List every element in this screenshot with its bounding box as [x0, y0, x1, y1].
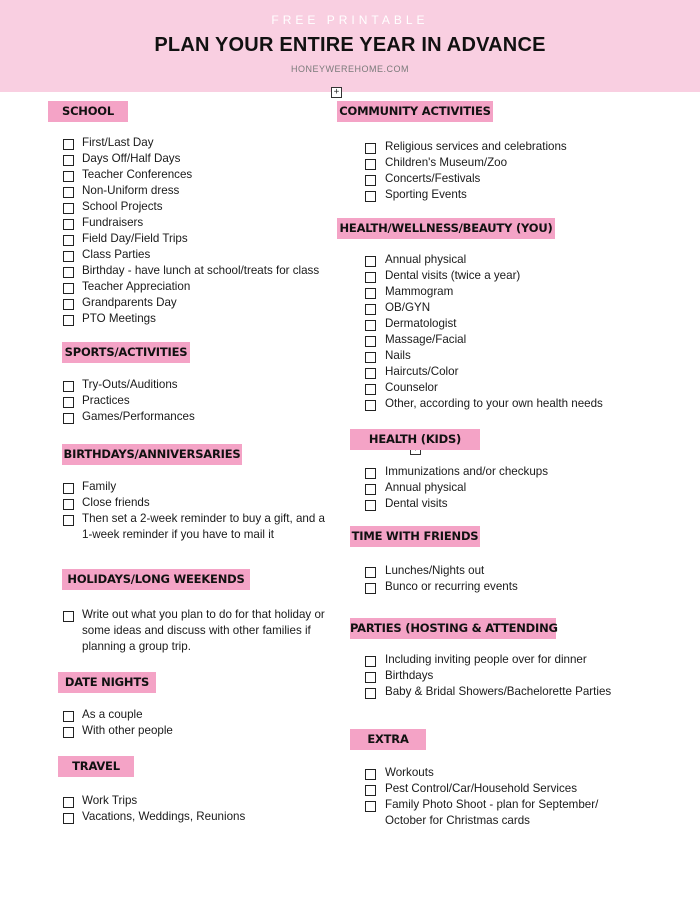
checkbox[interactable]: [63, 813, 74, 824]
checkbox[interactable]: [63, 611, 74, 622]
list-item: Bunco or recurring events: [385, 580, 518, 593]
checkbox[interactable]: [365, 272, 376, 283]
list-item: PTO Meetings: [82, 312, 156, 325]
list-item: Nails: [385, 349, 411, 362]
section-tag-school: SCHOOL: [48, 101, 128, 122]
list-item: Annual physical: [385, 481, 467, 494]
list-item: Sporting Events: [385, 188, 467, 201]
list-item: Mammogram: [385, 285, 454, 298]
checkbox[interactable]: [63, 139, 74, 150]
list-item: School Projects: [82, 200, 163, 213]
checkbox[interactable]: [63, 283, 74, 294]
checkbox[interactable]: [365, 785, 376, 796]
list-item: Fundraisers: [82, 216, 144, 229]
checkbox[interactable]: [365, 288, 376, 299]
kicker-label: FREE PRINTABLE: [271, 13, 429, 27]
list-item: Dermatologist: [385, 317, 457, 330]
list-item: Lunches/Nights out: [385, 564, 485, 577]
list-item: Field Day/Field Trips: [82, 232, 188, 245]
checkbox[interactable]: [63, 727, 74, 738]
checkbox[interactable]: [365, 384, 376, 395]
page-title: PLAN YOUR ENTIRE YEAR IN ADVANCE: [154, 34, 546, 56]
checkbox[interactable]: [365, 368, 376, 379]
section-tag-health-kids: HEALTH (KIDS): [350, 429, 480, 450]
list-item: First/Last Day: [82, 136, 154, 149]
checkbox[interactable]: [365, 801, 376, 812]
checkbox[interactable]: [63, 499, 74, 510]
list-item: Family Photo Shoot - plan for September/ October for Christmas cards: [385, 798, 599, 827]
list-item: With other people: [82, 724, 173, 737]
checkbox[interactable]: [63, 515, 74, 526]
list-item: Massage/Facial: [385, 333, 467, 346]
checkbox[interactable]: [63, 397, 74, 408]
section-tag-date-nights: DATE NIGHTS: [58, 672, 156, 693]
checkbox[interactable]: [365, 769, 376, 780]
list-item: Workouts: [385, 766, 434, 779]
list-item: Annual physical: [385, 253, 467, 266]
checkbox[interactable]: [365, 656, 376, 667]
list-item: Vacations, Weddings, Reunions: [82, 810, 246, 823]
checkbox[interactable]: [365, 500, 376, 511]
list-item: OB/GYN: [385, 301, 431, 314]
list-item: Dental visits: [385, 497, 448, 510]
section-tag-friends: TIME WITH FRIENDS: [350, 526, 480, 547]
checkbox[interactable]: [63, 187, 74, 198]
checkbox[interactable]: [365, 336, 376, 347]
list-item: Try-Outs/Auditions: [82, 378, 178, 391]
list-item: Other, according to your own health needs: [385, 397, 603, 410]
checkbox[interactable]: [365, 191, 376, 202]
list-item: Haircuts/Color: [385, 365, 459, 378]
list-item: Practices: [82, 394, 130, 407]
checkbox[interactable]: [365, 320, 376, 331]
list-item: Birthday - have lunch at school/treats for class: [82, 264, 320, 277]
checkbox[interactable]: [63, 203, 74, 214]
list-item: Close friends: [82, 496, 150, 509]
header-banner: [0, 0, 700, 92]
checkbox[interactable]: [63, 381, 74, 392]
checkbox[interactable]: [365, 468, 376, 479]
checkbox[interactable]: [365, 175, 376, 186]
list-item: Dental visits (twice a year): [385, 269, 521, 282]
list-item: Non-Uniform dress: [82, 184, 180, 197]
checkbox[interactable]: [63, 235, 74, 246]
list-item: Children's Museum/Zoo: [385, 156, 508, 169]
checkbox[interactable]: [63, 251, 74, 262]
checkbox[interactable]: [365, 352, 376, 363]
list-item: Write out what you plan to do for that holiday or some ideas and discuss with other families if planning a group trip.: [82, 608, 325, 653]
list-item: Then set a 2-week reminder to buy a gift, and a 1-week reminder if you have to mail it: [82, 512, 325, 541]
checkbox[interactable]: [63, 171, 74, 182]
section-tag-sports: SPORTS/ACTIVITIES: [62, 342, 190, 363]
list-item: Days Off/Half Days: [82, 152, 181, 165]
checkbox[interactable]: [365, 304, 376, 315]
checkbox[interactable]: [63, 155, 74, 166]
checkbox[interactable]: [365, 400, 376, 411]
list-item: As a couple: [82, 708, 143, 721]
list-item: Birthdays: [385, 669, 434, 682]
list-item: Class Parties: [82, 248, 151, 261]
list-item: Concerts/Festivals: [385, 172, 481, 185]
expand-icon: +: [331, 87, 342, 98]
section-tag-extra: EXTRA: [350, 729, 426, 750]
checkbox[interactable]: [365, 672, 376, 683]
section-tag-birthdays: BIRTHDAYS/ANNIVERSARIES: [62, 444, 242, 465]
checkbox[interactable]: [63, 483, 74, 494]
checkbox[interactable]: [63, 711, 74, 722]
list-item: Immunizations and/or checkups: [385, 465, 549, 478]
list-item: Pest Control/Car/Household Services: [385, 782, 578, 795]
checkbox[interactable]: [365, 688, 376, 699]
checkbox[interactable]: [365, 583, 376, 594]
checkbox[interactable]: [63, 797, 74, 808]
checkbox[interactable]: [63, 299, 74, 310]
list-item: Counselor: [385, 381, 438, 394]
list-item: Teacher Appreciation: [82, 280, 191, 293]
checkbox[interactable]: [365, 143, 376, 154]
checkbox[interactable]: [63, 219, 74, 230]
list-item: Religious services and celebrations: [385, 140, 567, 153]
checkbox[interactable]: [63, 267, 74, 278]
section-tag-health-you: HEALTH/WELLNESS/BEAUTY (YOU): [337, 218, 555, 239]
checkbox[interactable]: [63, 315, 74, 326]
list-item: Baby & Bridal Showers/Bachelorette Parties: [385, 685, 612, 698]
site-url: HONEYWEREHOME.COM: [290, 64, 409, 74]
list-item: Including inviting people over for dinner: [385, 653, 587, 666]
section-tag-community: COMMUNITY ACTIVITIES: [337, 101, 493, 122]
list-item: Work Trips: [82, 794, 138, 807]
checkbox[interactable]: [365, 484, 376, 495]
list-item: Games/Performances: [82, 410, 195, 423]
section-tag-holidays: HOLIDAYS/LONG WEEKENDS: [62, 569, 250, 590]
checkbox[interactable]: [365, 159, 376, 170]
section-tag-travel: TRAVEL: [58, 756, 134, 777]
list-item: Grandparents Day: [82, 296, 177, 309]
checkbox[interactable]: [365, 256, 376, 267]
list-item: Teacher Conferences: [82, 168, 193, 181]
checkbox[interactable]: [63, 413, 74, 424]
section-tag-parties: PARTIES (HOSTING & ATTENDING: [350, 618, 556, 639]
list-item: Family: [82, 480, 117, 493]
checkbox[interactable]: [365, 567, 376, 578]
